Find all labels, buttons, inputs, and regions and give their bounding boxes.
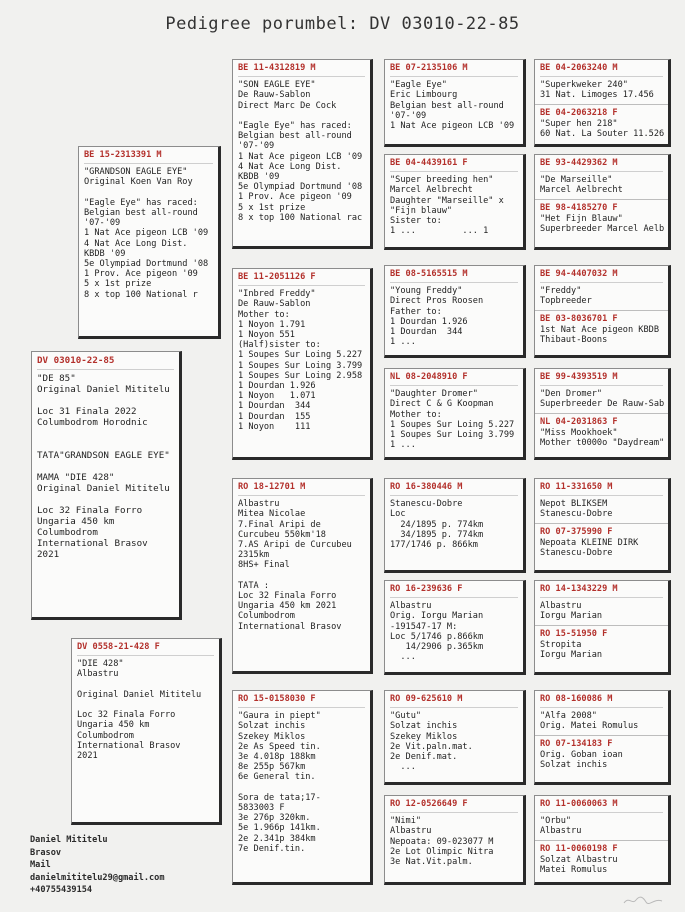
card-gen3-2 xyxy=(384,154,526,250)
ring-number: BE 15-2313391 M xyxy=(84,150,213,164)
ring-number: RO 14-1343229 M xyxy=(540,584,663,598)
card-text: "Freddy" Topbreeder xyxy=(540,286,592,307)
card-gen4-4 xyxy=(534,368,671,460)
owner-city: Brasov xyxy=(30,847,62,858)
card-text: Albastru Mitea Nicolae 7.Final Aripi de Curcubeu 550km'18 7.AS Aripi de Curcubeu 2315km 8HS+ Final TATA : Loc 32 Finala Forro Ungaria 450 km 2021 Columbodrom International Brasov xyxy=(238,499,352,632)
card-text: "Eagle Eye" Eric Limbourg Belgian best all-round '07-'09 1 Nat Ace pigeon LCB '09 xyxy=(390,80,515,132)
card-sub xyxy=(535,735,668,771)
mail-label: Mail xyxy=(30,860,51,871)
card-text: "Superkweker 240" 31 Nat. Limoges 17.456 xyxy=(540,80,654,101)
card-text: "Super hen 218" 60 Nat. La Souter 11.526 xyxy=(540,118,665,140)
card-gen4-3 xyxy=(534,265,671,358)
card-sub xyxy=(535,199,668,235)
ring-number: RO 09-625610 M xyxy=(390,694,518,708)
card-gen2-1 xyxy=(232,59,373,249)
card-gen4-1 xyxy=(534,59,671,147)
card-sub xyxy=(535,104,668,140)
ring-number: BE 08-5165515 M xyxy=(390,269,518,283)
card-gen2-2 xyxy=(232,268,373,460)
ring-number: BE 03-8036701 F xyxy=(540,313,618,324)
card-text: "Nimi" Albastru Nepoata: 09-023077 M 2e Lot Olimpic Nitra 3e Nat.Vit.palm. xyxy=(390,816,494,868)
card-text: "Orbu" Albastru xyxy=(540,816,582,837)
ring-number: RO 16-380446 M xyxy=(390,482,518,496)
ring-number: NL 04-2031863 F xyxy=(540,416,618,427)
card-text: "De Marseille" Marcel Aelbrecht xyxy=(540,175,623,196)
card-text: Orig. Goban ioan Solzat inchis xyxy=(540,749,623,771)
page-title: Pedigree porumbel: DV 03010-22-85 xyxy=(165,14,520,34)
card-gen4-2 xyxy=(534,154,671,250)
card-text: "DE 85" Original Daniel Mititelu Loc 31 Finala 2022 Columbodrom Horodnic TATA"GRANDSON EAGLE EYE" MAMA "DIE 428" Original Daniel Mititelu Loc 32 Finala Forro Ungaria 450 km Columbodrom International Brasov 2021 xyxy=(37,373,170,560)
card-text: "Gutu" Solzat inchis Szekey Miklos 2e Vit.paln.mat. 2e Denif.mat. ... xyxy=(390,711,473,773)
card-text: "Miss Mookhoek" Mother t0000o "Daydream" xyxy=(540,427,665,449)
owner-email[interactable]: danielmititelu29@gmail.com xyxy=(30,872,165,883)
ring-number: BE 04-4439161 F xyxy=(390,158,518,172)
card-gen3-8 xyxy=(384,795,526,885)
card-text: 1st Nat Ace pigeon KBDB Thibaut-Boons xyxy=(540,324,659,346)
ring-number: RO 07-134183 F xyxy=(540,738,613,749)
card-text: Stanescu-Dobre Loc 24/1895 p. 774km 34/1895 p. 774km 177/1746 p. 866km xyxy=(390,499,484,551)
card-text: Nepoata KLEINE DIRK Stanescu-Dobre xyxy=(540,537,639,559)
card-gen3-6 xyxy=(384,580,526,675)
card-sub xyxy=(535,310,668,346)
card-gen4-7 xyxy=(534,690,671,785)
ring-number: RO 11-331650 M xyxy=(540,482,663,496)
card-text: "Den Dromer" Superbreeder De Rauw-Sab xyxy=(540,389,665,410)
card-sire xyxy=(78,146,221,339)
ring-number: RO 16-239636 F xyxy=(390,584,518,598)
ring-number: BE 98-4185270 F xyxy=(540,202,618,213)
contact-block xyxy=(30,834,165,897)
card-gen3-1 xyxy=(384,59,526,147)
card-gen3-5 xyxy=(384,478,526,573)
card-subject xyxy=(31,351,182,620)
ring-number: RO 12-0526649 F xyxy=(390,799,518,813)
ring-number: RO 08-160086 M xyxy=(540,694,663,708)
card-gen2-4 xyxy=(232,690,373,885)
card-gen3-4 xyxy=(384,368,526,460)
ring-number: BE 93-4429362 M xyxy=(540,158,663,172)
ring-number: BE 11-4312819 M xyxy=(238,63,365,77)
card-gen2-3 xyxy=(232,478,373,674)
ring-number: RO 18-12701 M xyxy=(238,482,365,496)
signature-scribble-icon xyxy=(623,894,663,906)
ring-number: DV 03010-22-85 xyxy=(37,355,174,370)
card-text: "Gaura in piept" Solzat inchis Szekey Miklos 2e As Speed tin. 3e 4.018p 188km 8e 255p 567km 6e General tin. Sora de tata;17- 5833003 F 3e 276p 320km. 5e 1.966p 141km. 2e 2.341p 384km 7e Denif.tin. xyxy=(238,711,321,854)
ring-number: BE 94-4407032 M xyxy=(540,269,663,283)
ring-number: RO 07-375990 F xyxy=(540,526,613,537)
card-dam xyxy=(71,638,222,825)
card-sub xyxy=(535,413,668,449)
owner-phone: +40755439154 xyxy=(30,885,93,896)
ring-number: BE 04-2063218 F xyxy=(540,107,618,118)
owner-name: Daniel Mititelu xyxy=(30,835,108,845)
card-text: "Daughter Dromer" Direct C & G Koopman Mother to: 1 Soupes Sur Loing 5.227 1 Soupes Sur Loing 3.799 1 ... xyxy=(390,389,515,451)
card-gen4-8 xyxy=(534,795,671,885)
card-text: Albastru Iorgu Marian xyxy=(540,601,603,622)
card-sub xyxy=(535,625,668,661)
ring-number: RO 11-0060198 F xyxy=(540,843,618,854)
card-text: Solzat Albastru Matei Romulus xyxy=(540,854,618,876)
card-text: Nepot BLIKSEM Stanescu-Dobre xyxy=(540,499,613,520)
card-text: "Alfa 2008" Orig. Matei Romulus xyxy=(540,711,639,732)
card-gen4-6 xyxy=(534,580,671,675)
ring-number: BE 04-2063240 M xyxy=(540,63,663,77)
card-gen3-7 xyxy=(384,690,526,785)
card-text: "Inbred Freddy" De Rauw-Sablon Mother to: 1 Noyon 1.791 1 Noyon 551 (Half)sister to: 1 Soupes Sur Loing 5.227 1 Soupes Sur Loing 3.799 1 Soupes Sur Loing 2.958 1 Dourdan 1.926 1 Noyon 1.071 1 Dourdan 344 1 Dourdan 155 1 Noyon 111 xyxy=(238,289,363,432)
card-text: "Super breeding hen" Marcel Aelbrecht Daughter "Marseille" x "Fijn blauw" Sister to: 1 ... ... 1 xyxy=(390,175,504,237)
card-text: "SON EAGLE EYE" De Rauw-Sablon Direct Marc De Cock "Eagle Eye" has raced: Belgian best all-round '07-'09 1 Nat Ace pigeon LCB '09 4 Nat Ace Long Dist. KBDB '09 5e Olympiad Dortmund '08 1 Prov. Ace pigeon '09 5 x 1st prize 8 x top 100 National rac xyxy=(238,80,363,223)
card-sub xyxy=(535,840,668,876)
card-text: "Young Freddy" Direct Pros Roosen Father to: 1 Dourdan 1.926 1 Dourdan 344 1 ... xyxy=(390,286,484,348)
card-text: "GRANDSON EAGLE EYE" Original Koen Van Roy "Eagle Eye" has raced: Belgian best all-round '07-'09 1 Nat Ace pigeon LCB '09 4 Nat Ace Long Dist. KBDB '09 5e Olympiad Dortmund '08 1 Prov. Ace pigeon '09 5 x 1st prize 8 x top 100 National r xyxy=(84,167,209,300)
ring-number: RO 11-0060063 M xyxy=(540,799,663,813)
card-text: "Het Fijn Blauw" Superbreeder Marcel Aelb xyxy=(540,213,665,235)
card-text: Stropita Iorgu Marian xyxy=(540,639,603,661)
card-gen3-3 xyxy=(384,265,526,358)
ring-number: NL 08-2048910 F xyxy=(390,372,518,386)
card-gen4-5 xyxy=(534,478,671,573)
ring-number: RO 15-51950 F xyxy=(540,628,608,639)
card-text: Albastru Orig. Iorgu Marian -191547-17 M: Loc 5/1746 p.866km 14/2906 p.365km ... xyxy=(390,601,484,663)
card-sub xyxy=(535,523,668,559)
ring-number: BE 11-2051126 F xyxy=(238,272,365,286)
ring-number: DV 0558-21-428 F xyxy=(77,642,214,656)
ring-number: RO 15-0158030 F xyxy=(238,694,365,708)
ring-number: BE 99-4393519 M xyxy=(540,372,663,386)
ring-number: BE 07-2135106 M xyxy=(390,63,518,77)
card-text: "DIE 428" Albastru Original Daniel Mititelu Loc 32 Finala Forro Ungaria 450 km Columbodrom International Brasov 2021 xyxy=(77,659,202,762)
